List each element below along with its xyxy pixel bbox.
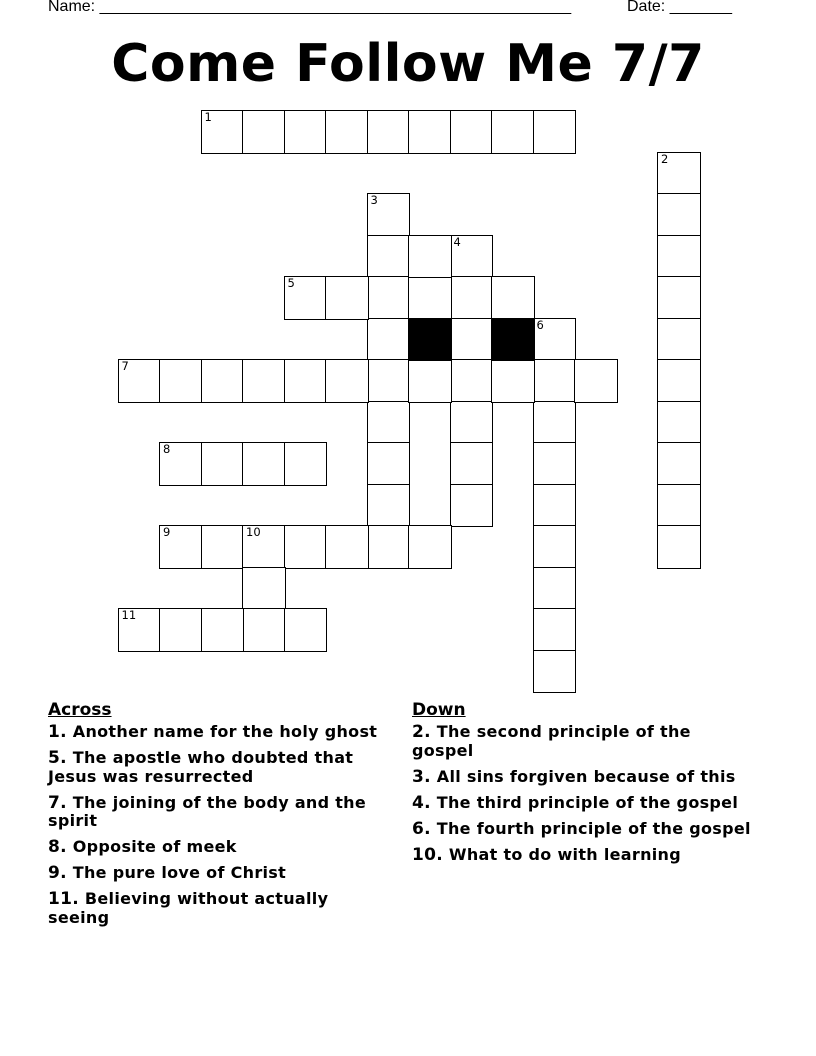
grid-cell[interactable] [159,359,203,403]
clue-down-4 [412,794,757,813]
grid-cell[interactable] [450,359,494,403]
grid-cell[interactable] [408,525,452,569]
clue-number: 2. [412,722,431,742]
clue-number: 11. [48,889,80,909]
grid-cell[interactable] [657,525,701,569]
grid-cell[interactable] [325,110,369,154]
cell-number: 7 [121,359,129,373]
grid-cell[interactable] [118,608,162,652]
clue-number: 3. [412,766,431,787]
clue-across-9 [48,864,393,883]
grid-cell[interactable] [450,484,494,528]
grid-cell[interactable] [325,525,369,569]
grid-cell[interactable] [657,276,701,320]
clue-number: 5. [48,748,67,768]
grid-cell[interactable] [242,567,286,611]
clue-across-7 [48,794,393,831]
grid-cell[interactable] [533,525,577,569]
clue-across-5 [48,749,393,786]
across-heading: Across [48,700,112,720]
clue-across-8 [48,838,393,857]
grid-cell[interactable] [325,276,369,320]
name-field[interactable]: Name: _____________________________________________________ [48,0,572,15]
grid-cell[interactable] [159,442,203,486]
across-clues [48,700,393,935]
clue-down-6 [412,820,757,839]
clue-text: The second principle of the gospel [412,722,691,760]
grid-cell[interactable] [159,525,203,569]
date-field[interactable]: Date: _______ [627,0,732,15]
clue-number: 6. [412,818,431,839]
grid-cell[interactable] [284,276,328,320]
grid-cell[interactable] [657,401,701,445]
cell-number: 6 [536,317,544,332]
grid-cell[interactable] [533,401,577,445]
grid-cell[interactable] [657,484,701,528]
grid-cell[interactable] [533,484,577,528]
grid-cell[interactable] [450,110,494,154]
grid-cell[interactable] [201,359,245,403]
grid-cell[interactable] [284,442,328,486]
grid-cell[interactable] [367,484,411,528]
clue-down-10 [412,846,757,865]
grid-cell[interactable] [657,442,701,486]
grid-cell[interactable] [450,401,494,445]
grid-cell[interactable] [284,525,328,569]
grid-cell[interactable] [533,567,577,611]
grid-cell[interactable] [657,359,701,403]
grid-cell[interactable] [533,650,577,694]
clue-number: 1. [48,722,67,742]
grid-cell[interactable] [533,442,577,486]
clue-text: The apostle who doubted that Jesus was resurrected [48,748,354,786]
grid-cell[interactable] [491,276,535,320]
block-cell [491,318,535,362]
grid-cell[interactable] [325,359,369,403]
clue-text: The joining of the body and the spirit [48,792,367,830]
clue-text: Another name for the holy ghost [72,722,378,741]
cell-number: 10 [246,525,261,539]
page-title: Come Follow Me 7/7 [111,34,705,94]
grid-cell[interactable] [367,359,411,403]
cell-number: 11 [121,608,137,622]
grid-cell[interactable] [284,608,328,652]
grid-cell[interactable] [491,359,535,403]
grid-cell[interactable] [408,359,452,403]
grid-cell[interactable] [408,276,452,320]
cell-number: 9 [163,525,171,539]
down-heading: Down [412,700,466,720]
grid-cell[interactable] [242,359,286,403]
grid-cell[interactable] [242,442,286,486]
clue-text: What to do with learning [448,844,681,864]
cell-number: 4 [453,234,461,249]
grid-cell[interactable] [533,608,577,652]
clue-text: The third principle of the gospel [436,792,739,812]
clue-across-11 [48,890,393,927]
grid-cell[interactable] [201,110,245,154]
cell-number: 3 [370,193,378,207]
clue-text: The fourth principle of the gospel [436,818,751,838]
grid-cell[interactable] [367,193,411,237]
grid-cell[interactable] [450,276,494,320]
grid-cell[interactable] [242,110,286,154]
grid-cell[interactable] [367,110,411,154]
clue-text: The pure love of Christ [72,863,287,882]
grid-cell[interactable] [367,525,411,569]
clue-number: 9. [48,863,67,883]
cell-number: 5 [287,276,295,290]
grid-cell[interactable] [242,525,286,569]
grid-cell[interactable] [657,152,701,196]
block-cell [408,318,452,362]
grid-cell[interactable] [367,401,411,445]
clue-text: Opposite of meek [72,837,237,856]
down-clues [412,700,757,872]
clue-across-1 [48,723,393,742]
grid-cell[interactable] [201,525,245,569]
grid-cell[interactable] [533,359,577,403]
grid-cell[interactable] [450,442,494,486]
grid-cell[interactable] [159,608,203,652]
grid-cell[interactable] [491,110,535,154]
grid-cell[interactable] [284,359,328,403]
grid-cell[interactable] [450,235,494,279]
cell-number: 2 [661,151,669,166]
grid-cell[interactable] [242,608,286,652]
clue-text: All sins forgiven because of this [436,766,736,786]
cell-number: 1 [204,110,212,124]
grid-cell[interactable] [533,318,577,362]
grid-cell[interactable] [367,318,411,362]
grid-cell[interactable] [450,318,494,362]
grid-cell[interactable] [367,276,411,320]
grid-cell[interactable] [657,193,701,237]
grid-cell[interactable] [574,359,618,403]
clue-down-2 [412,723,757,760]
grid-cell[interactable] [201,608,245,652]
clue-number: 8. [48,837,67,857]
clue-text: Believing without actually seeing [48,889,329,927]
grid-cell[interactable] [284,110,328,154]
grid-cell[interactable] [657,318,701,362]
grid-cell[interactable] [201,442,245,486]
grid-cell[interactable] [533,110,577,154]
clue-number: 10. [412,844,444,865]
cell-number: 8 [163,442,171,456]
grid-cell[interactable] [408,235,452,279]
grid-cell[interactable] [367,442,411,486]
grid-cell[interactable] [408,110,452,154]
grid-cell[interactable] [118,359,162,403]
grid-cell[interactable] [367,235,411,279]
clue-number: 7. [48,792,67,813]
grid-cell[interactable] [657,235,701,279]
clue-number: 4. [412,792,431,813]
clue-down-3 [412,768,757,787]
header-line [48,0,776,16]
